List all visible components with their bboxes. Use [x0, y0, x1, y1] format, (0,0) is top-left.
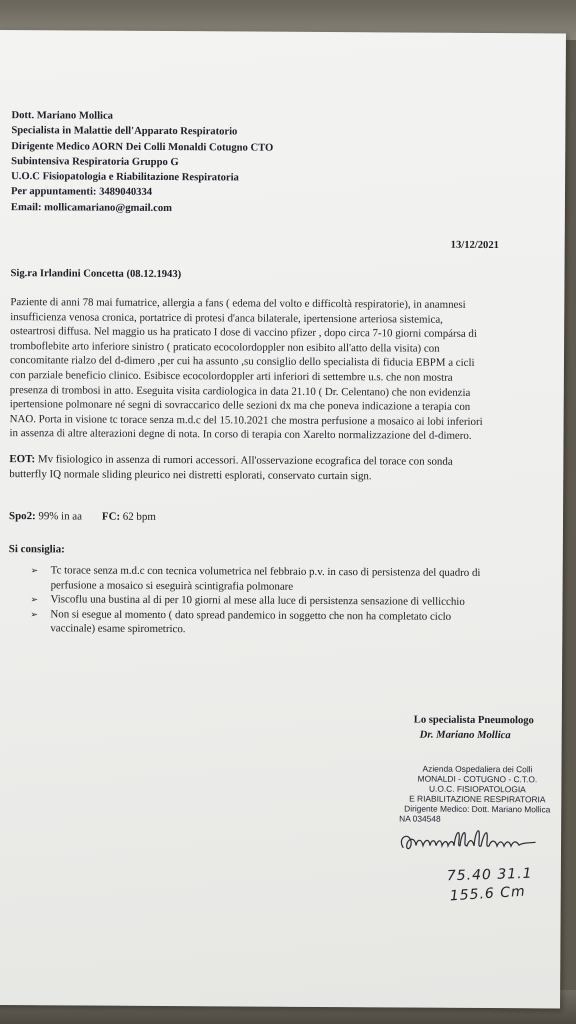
physical-exam	[9, 452, 521, 484]
history-line: insufficienza venosa cronica, portatrice di protesi d'anca bilaterale, ipertensione arteriosa sistemica,	[10, 310, 443, 326]
document-page	[0, 30, 566, 1008]
history-line: osteartrosi diffusa. Nel maggio us ha praticato I dose di vaccino pfizer , dopo circa 7-10 giorni compársa di	[10, 325, 477, 341]
recommendation-text: vaccinale) esame spirometrico.	[50, 622, 186, 636]
eot-label: EOT:	[9, 453, 36, 466]
recommendation-item	[30, 607, 542, 639]
history-line: tromboflebite arto inferiore sinistro ( praticato ecocolordoppler non esibito all'atto della visita) con	[10, 339, 440, 355]
handwritten-measurements: 75.40 31.1	[446, 865, 533, 885]
signatory-block	[414, 713, 534, 744]
recommendation-text: perfusione a mosaico si eseguirà scintigrafia polmonare	[50, 578, 294, 593]
clinical-history	[9, 295, 522, 444]
vital-signs	[9, 510, 156, 523]
history-line: NAO. Porta in visione tc torace senza m.d.c del 15.10.2021 che mostra perfusione a mosaico ai lobi inferiori	[9, 412, 483, 428]
recommendations-heading: Si consiglia:	[8, 543, 65, 556]
stamp-line: MONALDI - COTUGNO - C.T.O.	[417, 773, 538, 785]
fc-label: FC:	[101, 510, 121, 523]
history-line: in assenza di altre alterazioni degne di nota. In corso di terapia con Xarelto normalizzazione del d-dimero.	[9, 427, 472, 443]
letterhead-phone: Per appuntamenti: 3489040334	[10, 186, 153, 199]
history-line: concomitante rialzo del d-dimero ,per cui ha assunto ,su consiglio dello specialista di fiducia EBPM a cicli	[9, 354, 475, 370]
letterhead-unit: Subintensiva Respiratoria Gruppo G	[11, 155, 179, 168]
letterhead-position: Dirigente Medico AORN Dei Colli Monaldi Cotugno CTO	[11, 140, 274, 154]
fc-value: 62 bpm	[120, 510, 156, 523]
recommendation-text: Non si esegue al momento ( dato spread pandemico in soggetto che non ha completato ciclo	[50, 608, 452, 623]
recommendation-item	[31, 563, 543, 595]
letterhead-name: Dott. Mariano Mollica	[11, 110, 114, 122]
recommendation-text: Viscoflu una bustina al di per 10 giorni al mese alla luce di persistenza sensazione di vellicchio	[50, 593, 465, 609]
arrow-bullet-icon: ➢	[30, 609, 39, 621]
signatory-name: Dr. Mariano Mollica	[419, 729, 511, 742]
letterhead-specialty: Specialista in Malattie dell'Apparato Respiratorio	[11, 125, 238, 138]
stamp-line: U.O.C. FISIOPATOLOGIA	[428, 783, 526, 795]
letterhead-email: Email: mollicamariano@gmail.com	[10, 201, 173, 214]
letterhead	[11, 108, 274, 217]
history-line: presenza di trombosi in atto. Eseguita visita cardiologica in data 21.10 ( Dr. Celentano) che non evidenzia	[9, 383, 471, 399]
letterhead-department: U.O.C Fisiopatologia e Riabilitazione Respiratoria	[11, 171, 239, 184]
arrow-bullet-icon: ➢	[30, 566, 39, 577]
hospital-stamp	[393, 763, 561, 824]
stamp-line: E RIABILITAZIONE RESPIRATORIA	[409, 793, 546, 805]
spo2-value: 99% in aa	[35, 510, 82, 523]
stamp-line: NA 034548	[399, 813, 441, 824]
handwritten-signature	[395, 825, 545, 860]
stamp-line: Dirigente Medico: Dott. Mariano Mollica	[404, 803, 551, 815]
recommendation-text: Tc torace senza m.d.c con tecnica volumetrica nel febbraio p.v. in caso di persistenza del quadro di	[50, 564, 481, 579]
history-line: Paziente di anni 78 mai fumatrice, allergia a fans ( edema del volto e difficoltà respiratorie), in anamnesi	[10, 296, 466, 311]
history-line: ipertensione polmonare né segni di sovraccarico delle sezioni dx ma che poneva indicazione a terapia con	[9, 398, 471, 414]
arrow-bullet-icon: ➢	[30, 595, 39, 606]
stamp-line: Azienda Ospedaliera dei Colli	[422, 763, 533, 775]
history-line: con parziale beneficio clinico. Esibisce ecocolordoppler arti inferiori di settembre u.s. che non mostra	[9, 369, 453, 384]
document-date: 13/12/2021	[450, 239, 499, 252]
spo2-label: Spo2:	[8, 510, 36, 523]
handwritten-height: 155.6 Cm	[449, 883, 527, 905]
eot-text-2: butterfly IQ normale sliding pleurico nei distretti esplorati, conservato curtain sign.	[9, 467, 372, 482]
recommendations-list	[30, 563, 542, 639]
eot-text-1: Mv fisiologico in assenza di rumori accessori. All'osservazione ecografica del torace con sonda	[35, 453, 453, 468]
signatory-title: Lo specialista Pneumologo	[413, 714, 534, 727]
patient-name: Sig.ra Irlandini Concetta (08.12.1943)	[10, 268, 182, 281]
